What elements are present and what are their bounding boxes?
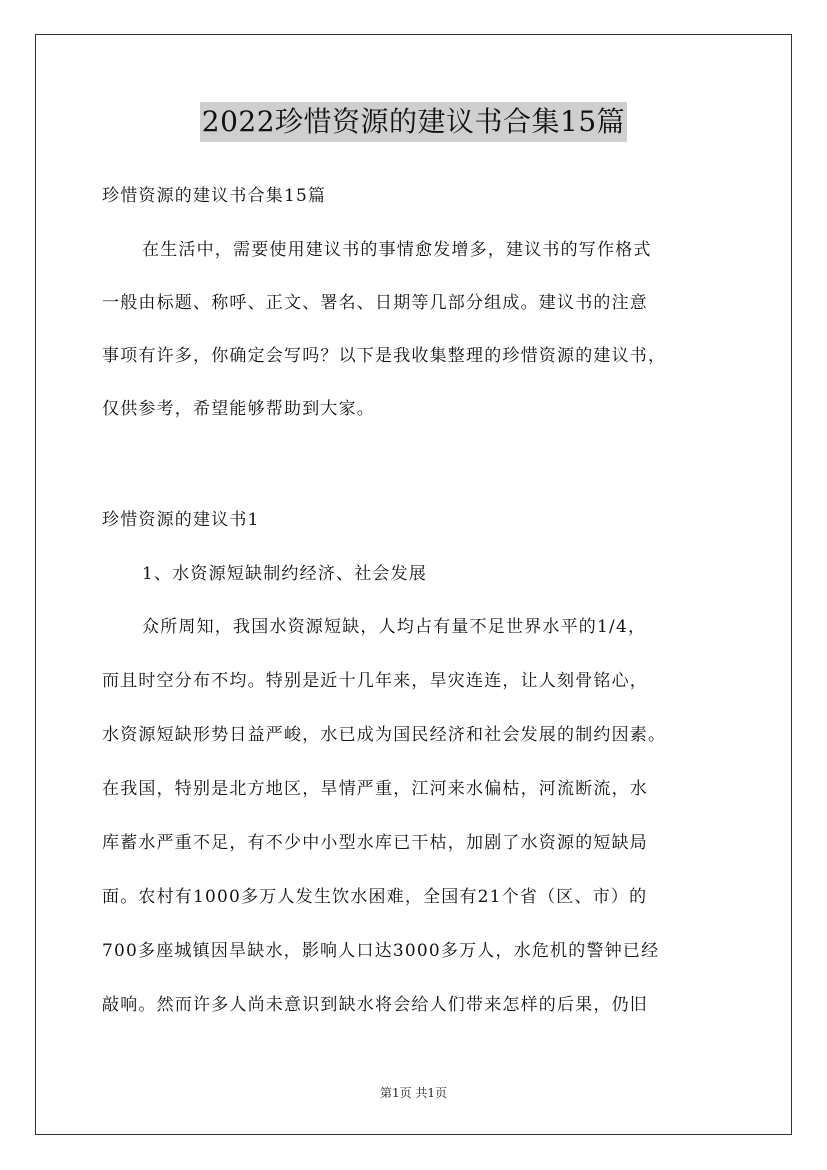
body-line-5: 库蓄水严重不足，有不少中小型水库已干枯，加剧了水资源的短缺局 bbox=[102, 833, 648, 853]
body-line-6: 面。农村有1000多万人发生饮水困难，全国有21个省（区、市）的 bbox=[102, 887, 648, 907]
document-title: 2022珍惜资源的建议书合集15篇 bbox=[200, 102, 627, 142]
intro-line-4: 仅供参考，希望能够帮助到大家。 bbox=[102, 399, 375, 419]
title-container bbox=[0, 102, 827, 142]
document-subtitle: 珍惜资源的建议书合集15篇 bbox=[102, 186, 327, 206]
section-heading: 珍惜资源的建议书1 bbox=[102, 510, 260, 530]
intro-line-1: 在生活中，需要使用建议书的事情愈发增多，建议书的写作格式 bbox=[142, 240, 652, 260]
body-line-8: 敲响。然而许多人尚未意识到缺水将会给人们带来怎样的后果，仍旧 bbox=[102, 995, 648, 1015]
body-line-1: 众所周知，我国水资源短缺，人均占有量不足世界水平的1/4， bbox=[142, 617, 647, 637]
point-heading: 1、水资源短缺制约经济、社会发展 bbox=[142, 564, 428, 584]
body-line-4: 在我国，特别是北方地区，旱情严重，江河来水偏枯，河流断流，水 bbox=[102, 779, 648, 799]
intro-line-2: 一般由标题、称呼、正文、署名、日期等几部分组成。建议书的注意 bbox=[102, 293, 648, 313]
page-number-footer: 第1页 共1页 bbox=[379, 1086, 448, 1100]
body-line-7: 700多座城镇因旱缺水，影响人口达3000多万人，水危机的警钟已经 bbox=[102, 941, 660, 961]
body-line-2: 而且时空分布不均。特别是近十几年来，旱灾连连，让人刻骨铭心， bbox=[102, 671, 648, 691]
intro-line-3: 事项有许多，你确定会写吗？以下是我收集整理的珍惜资源的建议书， bbox=[102, 346, 667, 366]
body-line-3: 水资源短缺形势日益严峻，水已成为国民经济和社会发展的制约因素。 bbox=[102, 725, 667, 745]
